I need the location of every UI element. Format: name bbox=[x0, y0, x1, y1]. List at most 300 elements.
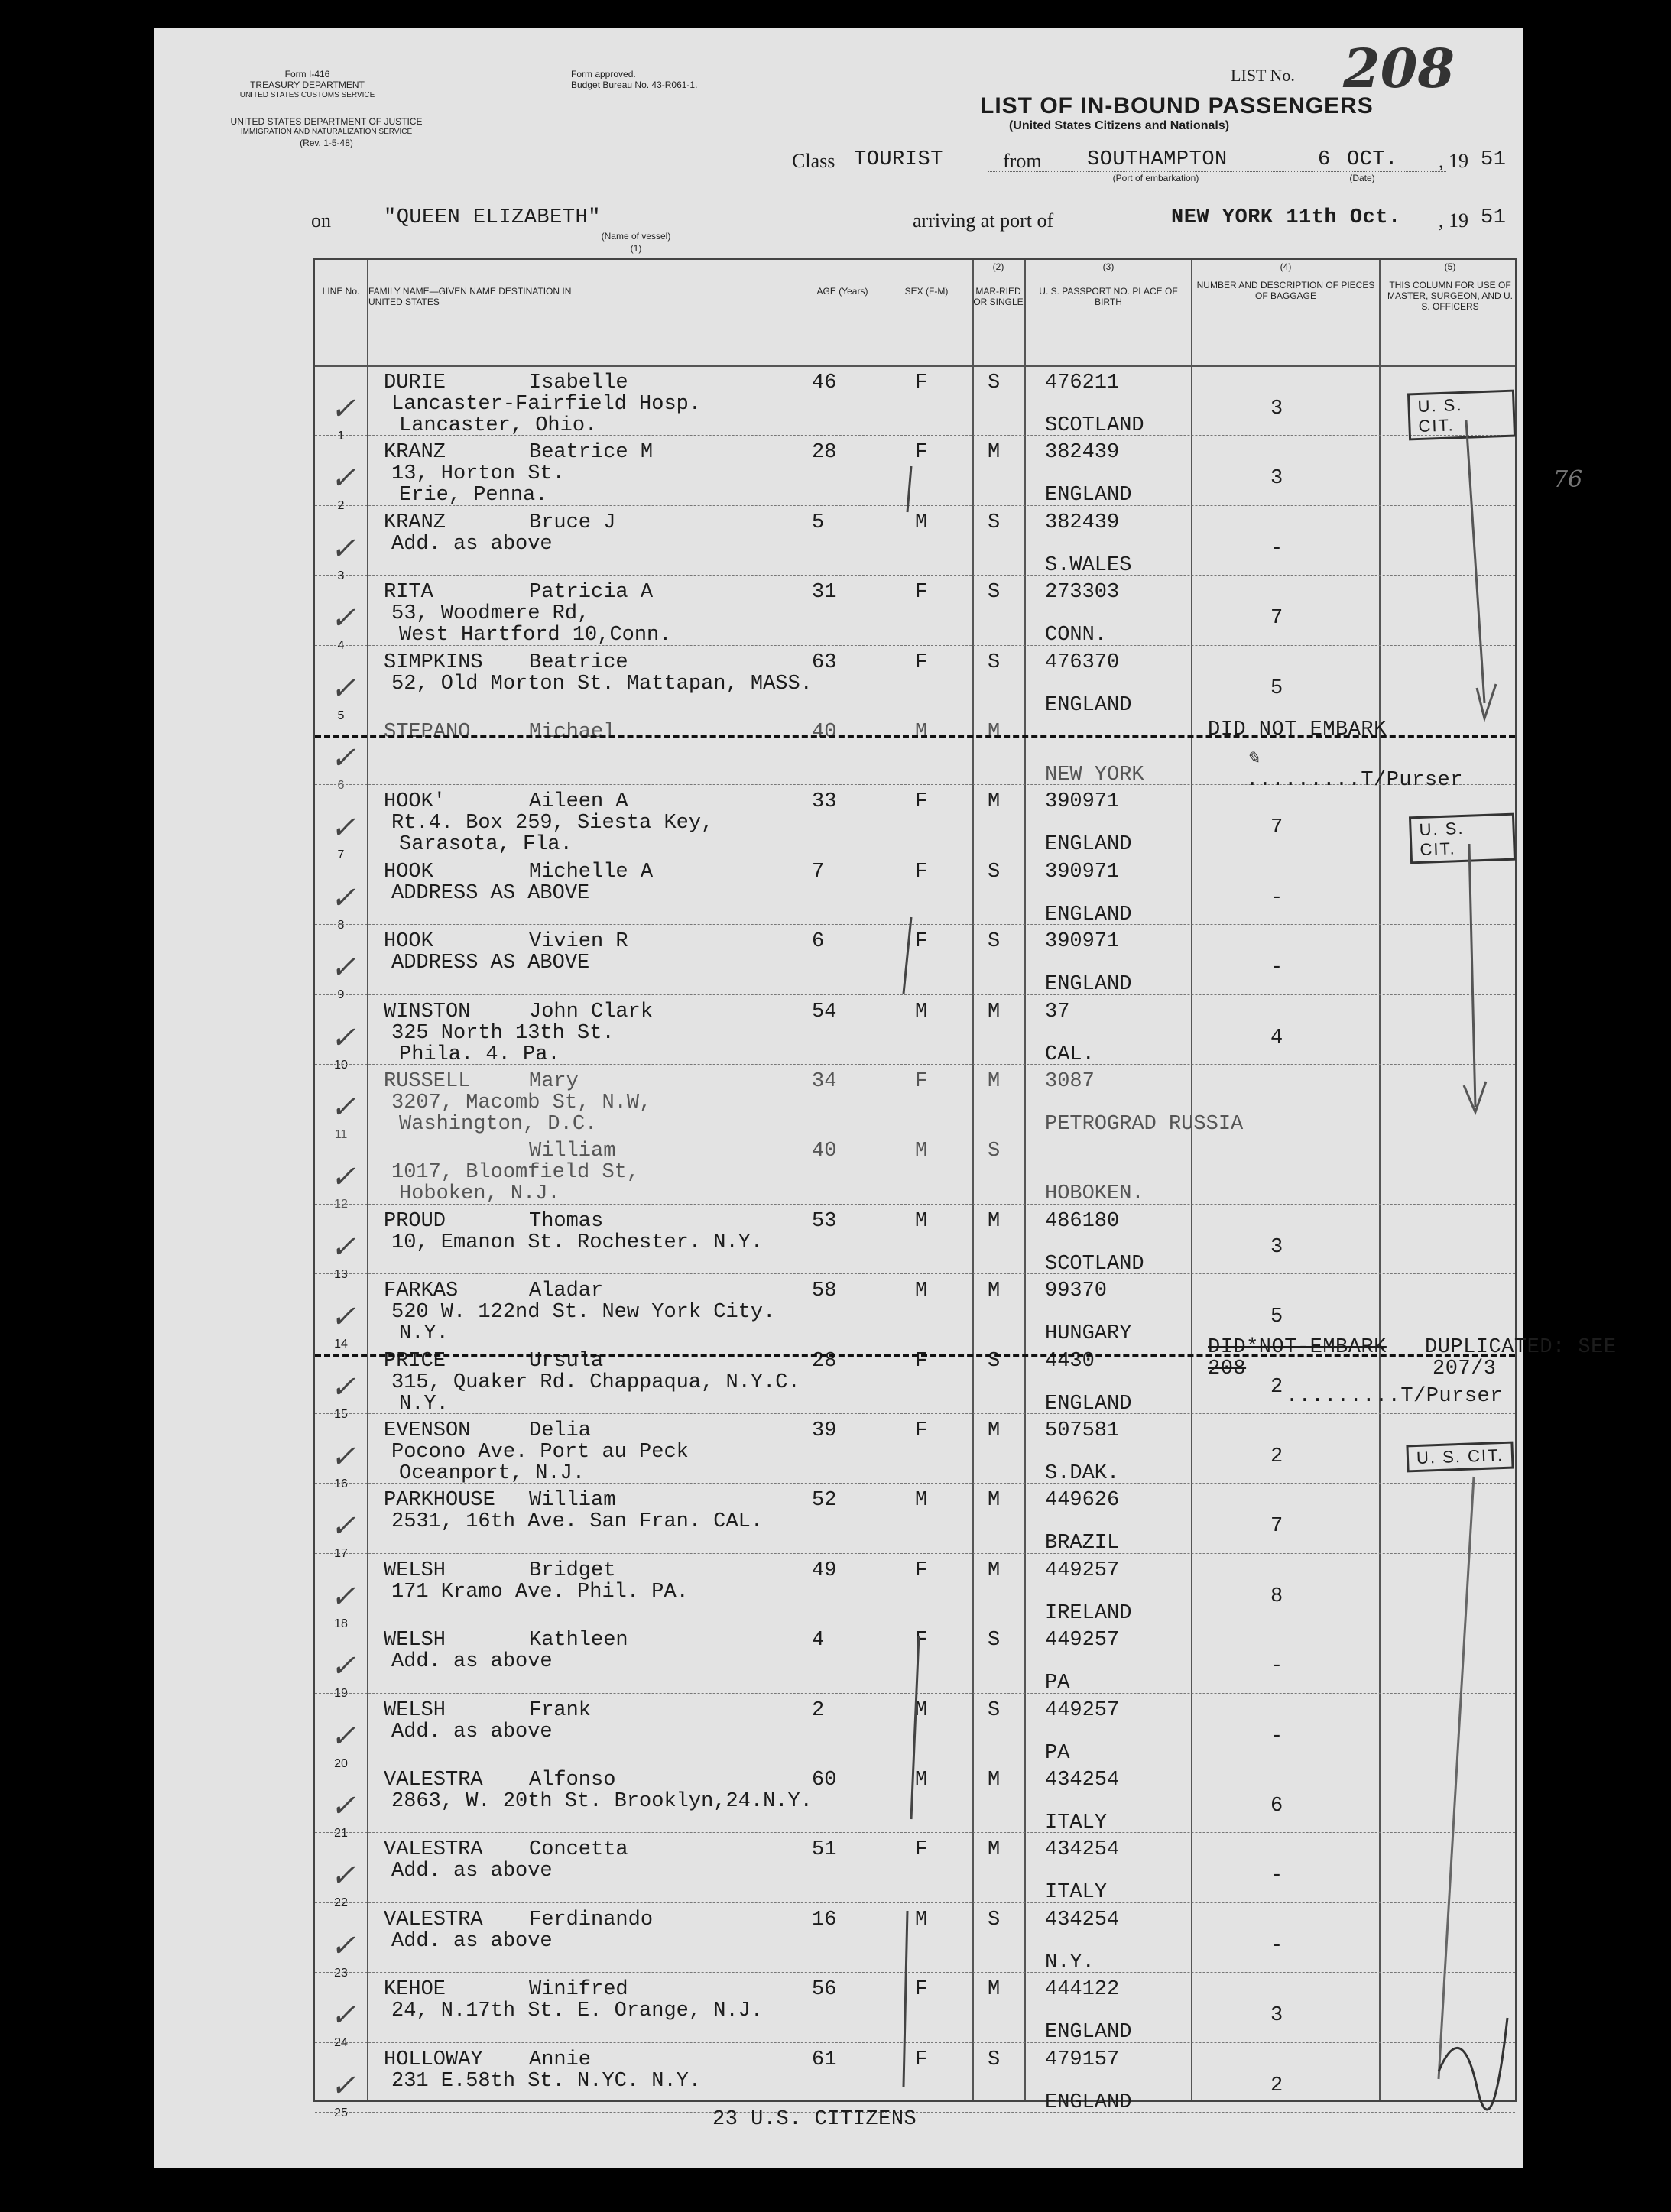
given-name: Aladar bbox=[529, 1280, 604, 1303]
line-number: 18 bbox=[334, 1617, 348, 1630]
given-name: Delia bbox=[529, 1419, 592, 1442]
pencil-line-icon bbox=[904, 917, 911, 994]
passport-number: 449626 bbox=[1045, 1489, 1120, 1513]
address-line-2: Hoboken, N.J. bbox=[399, 1182, 560, 1206]
sex: M bbox=[915, 1769, 928, 1792]
line-number: 25 bbox=[334, 2106, 348, 2120]
check-mark-icon: ✓ bbox=[330, 1928, 356, 1964]
family-name: PRICE bbox=[384, 1349, 446, 1373]
marital-status: M bbox=[988, 1419, 1001, 1442]
birthplace: PA bbox=[1045, 1672, 1070, 1695]
check-mark-icon: ✓ bbox=[330, 741, 356, 776]
year-prefix: , 19 bbox=[1439, 150, 1468, 172]
family-name: HOOK' bbox=[384, 790, 446, 814]
check-mark-icon: ✓ bbox=[330, 601, 356, 637]
signature-scribble-icon bbox=[1439, 2018, 1507, 2110]
marital-status: M bbox=[988, 1558, 1001, 1582]
budget-bureau: Budget Bureau No. 43-R061-1. bbox=[571, 79, 698, 90]
family-name: HOOK bbox=[384, 930, 433, 954]
check-mark-icon: ✓ bbox=[330, 1020, 356, 1056]
header-baggage: NUMBER AND DESCRIPTION OF PIECES OF BAGGAGE bbox=[1196, 280, 1375, 301]
check-mark-icon: ✓ bbox=[330, 1649, 356, 1685]
address-line-2: Erie, Penna. bbox=[399, 484, 548, 508]
address-line-2: Phila. 4. Pa. bbox=[399, 1043, 560, 1066]
marital-status: M bbox=[988, 1489, 1001, 1513]
age: 6 bbox=[812, 930, 825, 954]
header-officers: THIS COLUMN FOR USE OF MASTER, SURGEON, AND U. S. OFFICERS bbox=[1387, 280, 1514, 312]
pencil-line-icon bbox=[1469, 844, 1475, 1107]
marital-status: M bbox=[988, 1280, 1001, 1303]
arrival-year-prefix: , 19 bbox=[1439, 209, 1468, 232]
list-title: LIST OF IN-BOUND PASSENGERS bbox=[980, 93, 1374, 118]
sex: F bbox=[915, 1558, 928, 1582]
given-name: Mary bbox=[529, 1070, 579, 1093]
address-line-1: ADDRESS AS ABOVE bbox=[391, 881, 590, 905]
family-name: STEPANO bbox=[384, 721, 471, 744]
pencil-line-icon bbox=[907, 466, 911, 512]
age: 46 bbox=[812, 371, 837, 394]
passport-number: 479157 bbox=[1045, 2048, 1120, 2071]
check-mark-icon: ✓ bbox=[330, 461, 356, 497]
marital-status: S bbox=[988, 581, 1001, 605]
check-mark-icon: ✓ bbox=[330, 670, 356, 706]
sex: M bbox=[915, 1000, 928, 1023]
address-line-1: 315, Quaker Rd. Chappaqua, N.Y.C. bbox=[391, 1370, 800, 1394]
address-line-1: Add. as above bbox=[391, 532, 553, 556]
age: 61 bbox=[812, 2048, 837, 2071]
us-citizen-stamp: U. S. CIT. bbox=[1407, 390, 1516, 441]
age: 60 bbox=[812, 1769, 837, 1792]
duplicated-note: DUPLICATED: SEE bbox=[1425, 1336, 1617, 1359]
line-number: 4 bbox=[337, 639, 345, 653]
family-name: VALESTRA bbox=[384, 1769, 483, 1792]
birthplace: CAL. bbox=[1045, 1043, 1095, 1066]
age: 7 bbox=[812, 860, 825, 884]
list-no-label: LIST No. bbox=[1231, 66, 1295, 85]
passport-number: 390971 bbox=[1045, 930, 1120, 954]
family-name: KRANZ bbox=[384, 511, 446, 534]
address-line-1: Pocono Ave. Port au Peck bbox=[391, 1441, 689, 1464]
given-name: John Clark bbox=[529, 1000, 654, 1023]
check-mark-icon: ✓ bbox=[330, 1299, 356, 1335]
line-number: 11 bbox=[334, 1128, 348, 1141]
line-number: 5 bbox=[337, 709, 345, 722]
address-line-1: 53, Woodmere Rd, bbox=[391, 602, 590, 626]
arrival-year: 51 bbox=[1481, 206, 1507, 229]
pencil-line-icon bbox=[904, 1911, 907, 2087]
passport-number: 390971 bbox=[1045, 860, 1120, 884]
given-name: Bruce J bbox=[529, 511, 616, 534]
baggage-count: 7 bbox=[1270, 607, 1283, 631]
given-name: William bbox=[529, 1489, 616, 1513]
line-number: 12 bbox=[334, 1198, 348, 1211]
birthplace: ENGLAND bbox=[1045, 1392, 1132, 1416]
birthplace: S.WALES bbox=[1045, 553, 1132, 577]
birthplace: SCOTLAND bbox=[1045, 1252, 1144, 1276]
arrival-port-date: NEW YORK 11th Oct. bbox=[1171, 206, 1401, 229]
footer-total: 23 U.S. CITIZENS bbox=[712, 2108, 917, 2131]
given-name: Kathleen bbox=[529, 1629, 628, 1653]
sex: F bbox=[915, 1419, 928, 1442]
check-mark-icon: ✓ bbox=[330, 530, 356, 566]
purser-signature: ✎ bbox=[1246, 749, 1261, 768]
family-name: DURIE bbox=[384, 371, 446, 394]
date-caption: (Date) bbox=[1349, 173, 1375, 183]
customs-service: UNITED STATES CUSTOMS SERVICE bbox=[239, 91, 375, 99]
age: 2 bbox=[812, 1698, 825, 1722]
given-name: Bridget bbox=[529, 1558, 616, 1582]
given-name: Michelle A bbox=[529, 860, 654, 884]
age: 49 bbox=[812, 1558, 837, 1582]
passport-number: 382439 bbox=[1045, 441, 1120, 465]
baggage-count: 3 bbox=[1270, 1235, 1283, 1259]
address-line-2: Sarasota, Fla. bbox=[399, 833, 573, 857]
age: 5 bbox=[812, 511, 825, 534]
sex: M bbox=[915, 1908, 928, 1931]
sex: F bbox=[915, 1978, 928, 2002]
address-line-1: Add. as above bbox=[391, 1929, 553, 1953]
baggage-count: 3 bbox=[1270, 397, 1283, 420]
birthplace: CONN. bbox=[1045, 624, 1108, 647]
pencil-line-icon bbox=[1439, 1477, 1474, 2079]
address-line-2: Lancaster, Ohio. bbox=[399, 414, 598, 437]
address-line-1: 325 North 13th St. bbox=[391, 1021, 615, 1045]
line-number: 8 bbox=[337, 918, 345, 932]
given-name: Frank bbox=[529, 1698, 592, 1722]
class-label: Class bbox=[792, 150, 836, 172]
baggage-count: - bbox=[1270, 537, 1283, 560]
on-label: on bbox=[311, 209, 331, 232]
purser-note: .........T/Purser bbox=[1246, 769, 1463, 792]
baggage-count: 4 bbox=[1270, 1026, 1283, 1049]
purser-label-2: T/Purser bbox=[1400, 1385, 1503, 1408]
purser-label: T/Purser bbox=[1361, 769, 1463, 792]
address-line-1: Add. as above bbox=[391, 1650, 553, 1674]
line-number: 23 bbox=[334, 1966, 348, 1980]
birthplace: SCOTLAND bbox=[1045, 414, 1144, 437]
sex: M bbox=[915, 1489, 928, 1513]
family-name: KRANZ bbox=[384, 441, 446, 465]
line-number: 9 bbox=[337, 988, 345, 1002]
given-name: William bbox=[529, 1140, 616, 1163]
passport-number: 4430 bbox=[1045, 1349, 1095, 1373]
given-name: Michael bbox=[529, 721, 616, 744]
marital-status: M bbox=[988, 1209, 1001, 1233]
check-mark-icon: ✓ bbox=[330, 880, 356, 916]
header-sex: SEX (F-M) bbox=[904, 286, 949, 297]
check-mark-icon: ✓ bbox=[330, 1160, 356, 1195]
pencil-arrow-icon bbox=[1477, 684, 1496, 718]
birthplace: PETROGRAD RUSSIA bbox=[1045, 1113, 1244, 1136]
family-name: SIMPKINS bbox=[384, 650, 483, 674]
baggage-count: 3 bbox=[1270, 2004, 1283, 2028]
passport-number: 273303 bbox=[1045, 581, 1120, 605]
given-name: Winifred bbox=[529, 1978, 628, 2002]
family-name: VALESTRA bbox=[384, 1838, 483, 1862]
age: 53 bbox=[812, 1209, 837, 1233]
sex: F bbox=[915, 930, 928, 954]
header-line: LINE No. bbox=[322, 286, 360, 297]
address-line-1: Lancaster-Fairfield Hosp. bbox=[391, 393, 702, 416]
baggage-count: - bbox=[1270, 1934, 1283, 1957]
sex: F bbox=[915, 790, 928, 814]
ins-service: IMMIGRATION AND NATURALIZATION SERVICE bbox=[240, 128, 413, 136]
from-label: from bbox=[1003, 150, 1042, 172]
birthplace: HOBOKEN. bbox=[1045, 1182, 1144, 1206]
line-number: 24 bbox=[334, 2036, 348, 2050]
header-passport: U. S. PASSPORT NO. PLACE OF BIRTH bbox=[1039, 286, 1178, 307]
baggage-count: - bbox=[1270, 1864, 1283, 1888]
check-mark-icon: ✓ bbox=[330, 1369, 356, 1405]
marital-status: S bbox=[988, 371, 1001, 394]
date-month: OCT. bbox=[1347, 148, 1398, 171]
birthplace: BRAZIL bbox=[1045, 1532, 1120, 1555]
sex: M bbox=[915, 1280, 928, 1303]
check-mark-icon: ✓ bbox=[330, 1578, 356, 1614]
birthplace: ITALY bbox=[1045, 1811, 1108, 1834]
family-name: RUSSELL bbox=[384, 1070, 471, 1093]
age: 4 bbox=[812, 1629, 825, 1653]
sex: F bbox=[915, 1629, 928, 1653]
col-number-5: (5) bbox=[1444, 261, 1456, 272]
address-line-1: 2863, W. 20th St. Brooklyn,24.N.Y. bbox=[391, 1790, 813, 1813]
form-approved: Form approved. bbox=[571, 69, 636, 79]
marital-status: S bbox=[988, 1908, 1001, 1931]
sex: M bbox=[915, 1698, 928, 1722]
passport-number: 449257 bbox=[1045, 1558, 1120, 1582]
marital-status: S bbox=[988, 650, 1001, 674]
sex: F bbox=[915, 860, 928, 884]
baggage-count: 3 bbox=[1270, 467, 1283, 491]
baggage-count: 2 bbox=[1270, 1375, 1283, 1399]
passport-number: 434254 bbox=[1045, 1769, 1120, 1792]
sex: F bbox=[915, 581, 928, 605]
line-number: 22 bbox=[334, 1896, 348, 1910]
did-not-embark-note: DID NOT EMBARK bbox=[1208, 718, 1387, 741]
address-line-2: West Hartford 10,Conn. bbox=[399, 624, 672, 647]
given-name: Concetta bbox=[529, 1838, 628, 1862]
age: 31 bbox=[812, 581, 837, 605]
birthplace: HUNGARY bbox=[1045, 1322, 1132, 1346]
line-number: 1 bbox=[337, 430, 345, 443]
check-mark-icon: ✓ bbox=[330, 2068, 356, 2103]
age: 63 bbox=[812, 650, 837, 674]
check-mark-icon: ✓ bbox=[330, 1718, 356, 1754]
baggage-count: 6 bbox=[1270, 1795, 1283, 1818]
baggage-count: - bbox=[1270, 1724, 1283, 1748]
passport-number: 449257 bbox=[1045, 1629, 1120, 1653]
given-name: Aileen A bbox=[529, 790, 628, 814]
address-line-1: 52, Old Morton St. Mattapan, MASS. bbox=[391, 672, 813, 696]
marital-status: S bbox=[988, 1349, 1001, 1373]
birthplace: ENGLAND bbox=[1045, 693, 1132, 717]
age: 40 bbox=[812, 721, 837, 744]
travel-class: TOURIST bbox=[854, 148, 943, 171]
passenger-manifest-sheet bbox=[154, 28, 1617, 2168]
treasury-dept: TREASURY DEPARTMENT bbox=[250, 79, 365, 90]
list-ref-label: 208 bbox=[1208, 1357, 1247, 1380]
family-name: EVENSON bbox=[384, 1419, 471, 1442]
birthplace: ENGLAND bbox=[1045, 973, 1132, 997]
form-number: Form I-416 bbox=[284, 69, 330, 79]
birthplace: ENGLAND bbox=[1045, 484, 1132, 508]
line-number: 20 bbox=[334, 1756, 348, 1770]
check-mark-icon: ✓ bbox=[330, 1439, 356, 1474]
given-name: Ferdinando bbox=[529, 1908, 654, 1931]
sex: F bbox=[915, 1349, 928, 1373]
baggage-count: 5 bbox=[1270, 676, 1283, 700]
age: 33 bbox=[812, 790, 837, 814]
family-name: WELSH bbox=[384, 1698, 446, 1722]
baggage-count: 2 bbox=[1270, 1445, 1283, 1468]
birthplace: ENGLAND bbox=[1045, 2090, 1132, 2114]
sex: M bbox=[915, 721, 928, 744]
family-name: WELSH bbox=[384, 1629, 446, 1653]
marital-status: M bbox=[988, 721, 1001, 744]
voyage-underline bbox=[988, 171, 1446, 172]
marital-status: M bbox=[988, 1978, 1001, 2002]
age: 39 bbox=[812, 1419, 837, 1442]
age: 28 bbox=[812, 441, 837, 465]
passport-number: 99370 bbox=[1045, 1280, 1108, 1303]
baggage-count: - bbox=[1270, 1655, 1283, 1678]
passport-number: 434254 bbox=[1045, 1838, 1120, 1862]
address-line-1: 231 E.58th St. N.YC. N.Y. bbox=[391, 2069, 702, 2093]
duplicated-ref: 207/3 bbox=[1433, 1357, 1497, 1380]
line-number: 7 bbox=[337, 848, 345, 862]
marital-status: S bbox=[988, 511, 1001, 534]
address-line-1: 1017, Bloomfield St, bbox=[391, 1161, 640, 1185]
address-line-2: Oceanport, N.J. bbox=[399, 1462, 586, 1485]
marital-status: M bbox=[988, 441, 1001, 465]
did-not-embark-label: DID*NOT-EMBARK bbox=[1208, 1336, 1387, 1359]
given-name: Isabelle bbox=[529, 371, 628, 394]
family-name: VALESTRA bbox=[384, 1908, 483, 1931]
line-number: 3 bbox=[337, 569, 345, 582]
address-line-2: N.Y. bbox=[399, 1322, 449, 1346]
baggage-count: 5 bbox=[1270, 1305, 1283, 1329]
passport-number: 3087 bbox=[1045, 1070, 1095, 1093]
age: 16 bbox=[812, 1908, 837, 1931]
marital-status: S bbox=[988, 1629, 1001, 1653]
age: 51 bbox=[812, 1838, 837, 1862]
line-number: 2 bbox=[337, 499, 345, 513]
birthplace: ENGLAND bbox=[1045, 903, 1132, 926]
passport-number: 449257 bbox=[1045, 1698, 1120, 1722]
family-name: WINSTON bbox=[384, 1000, 471, 1023]
address-line-1: Add. as above bbox=[391, 1860, 553, 1883]
baggage-count: - bbox=[1270, 886, 1283, 910]
passport-number: 382439 bbox=[1045, 511, 1120, 534]
header-name: FAMILY NAME—GIVEN NAME DESTINATION IN UNITED STATES bbox=[368, 286, 572, 307]
birthplace: ENGLAND bbox=[1045, 833, 1132, 857]
family-name: KEHOE bbox=[384, 1978, 446, 2002]
purser-note-2: .........T/Purser bbox=[1286, 1385, 1503, 1408]
check-mark-icon: ✓ bbox=[330, 1789, 356, 1824]
sex: F bbox=[915, 371, 928, 394]
check-mark-icon: ✓ bbox=[330, 1858, 356, 1894]
address-line-1: 24, N.17th St. E. Orange, N.J. bbox=[391, 2000, 764, 2023]
marital-status: S bbox=[988, 860, 1001, 884]
line-number: 19 bbox=[334, 1687, 348, 1701]
margin-mark: 76 bbox=[1553, 466, 1583, 493]
check-mark-icon: ✓ bbox=[330, 391, 356, 427]
check-mark-icon: ✓ bbox=[330, 1998, 356, 2034]
given-name: Beatrice bbox=[529, 650, 628, 674]
age: 52 bbox=[812, 1489, 837, 1513]
us-citizen-stamp: U. S. CIT. bbox=[1409, 813, 1516, 864]
given-name: Annie bbox=[529, 2048, 592, 2071]
sex: F bbox=[915, 1838, 928, 1862]
line-number: 6 bbox=[337, 779, 345, 792]
check-mark-icon: ✓ bbox=[330, 1229, 356, 1265]
passport-number: 390971 bbox=[1045, 790, 1120, 814]
given-name: Thomas bbox=[529, 1209, 604, 1233]
birthplace: IRELAND bbox=[1045, 1601, 1132, 1625]
line-number: 17 bbox=[334, 1547, 348, 1561]
header-age: AGE (Years) bbox=[816, 286, 868, 297]
passport-number: 476370 bbox=[1045, 650, 1120, 674]
embarkation-port: SOUTHAMPTON bbox=[1087, 148, 1228, 171]
line-number: 16 bbox=[334, 1477, 348, 1490]
address-line-1: 2531, 16th Ave. San Fran. CAL. bbox=[391, 1510, 764, 1534]
line-number: 21 bbox=[334, 1827, 348, 1840]
address-line-1: 171 Kramo Ave. Phil. PA. bbox=[391, 1580, 689, 1604]
address-line-1: 520 W. 122nd St. New York City. bbox=[391, 1301, 776, 1325]
passport-number: 476211 bbox=[1045, 371, 1120, 394]
address-line-2: N.Y. bbox=[399, 1392, 449, 1416]
passport-number: 486180 bbox=[1045, 1209, 1120, 1233]
age: 54 bbox=[812, 1000, 837, 1023]
passport-number: 434254 bbox=[1045, 1908, 1120, 1931]
sex: M bbox=[915, 511, 928, 534]
family-name: HOLLOWAY bbox=[384, 2048, 483, 2071]
baggage-count: - bbox=[1270, 956, 1283, 980]
family-name: HOOK bbox=[384, 860, 433, 884]
line-number: 10 bbox=[334, 1058, 348, 1072]
vessel-caption: (Name of vessel) bbox=[601, 231, 671, 242]
col-number-4: (4) bbox=[1280, 261, 1292, 272]
check-mark-icon: ✓ bbox=[330, 1509, 356, 1545]
address-line-1: 13, Horton St. bbox=[391, 462, 565, 486]
age: 40 bbox=[812, 1140, 837, 1163]
given-name: Beatrice M bbox=[529, 441, 654, 465]
birthplace: PA bbox=[1045, 1741, 1070, 1765]
sex: F bbox=[915, 650, 928, 674]
family-name: PROUD bbox=[384, 1209, 446, 1233]
date-day: 6 bbox=[1318, 148, 1331, 171]
sex: M bbox=[915, 1209, 928, 1233]
passport-number: 37 bbox=[1045, 1000, 1070, 1023]
address-line-1: ADDRESS AS ABOVE bbox=[391, 952, 590, 975]
col1-number: (1) bbox=[630, 243, 642, 254]
arriving-label: arriving at port of bbox=[913, 209, 1054, 232]
line-number: 14 bbox=[334, 1338, 348, 1351]
baggage-count: 2 bbox=[1270, 2074, 1283, 2097]
col-number-3: (3) bbox=[1102, 261, 1115, 272]
header-marital: MAR-RIED OR SINGLE bbox=[973, 286, 1024, 307]
line-number: 13 bbox=[334, 1267, 348, 1281]
list-subtitle: (United States Citizens and Nationals) bbox=[1009, 119, 1230, 132]
marital-status: M bbox=[988, 1070, 1001, 1093]
birthplace: ENGLAND bbox=[1045, 2021, 1132, 2045]
given-name: Patricia A bbox=[529, 581, 654, 605]
col-number-2: (2) bbox=[992, 261, 1004, 272]
port-caption: (Port of embarkation) bbox=[1112, 173, 1199, 183]
birthplace: N.Y. bbox=[1045, 1951, 1095, 1974]
justice-dept: UNITED STATES DEPARTMENT OF JUSTICE bbox=[230, 116, 423, 127]
marital-status: S bbox=[988, 2048, 1001, 2071]
